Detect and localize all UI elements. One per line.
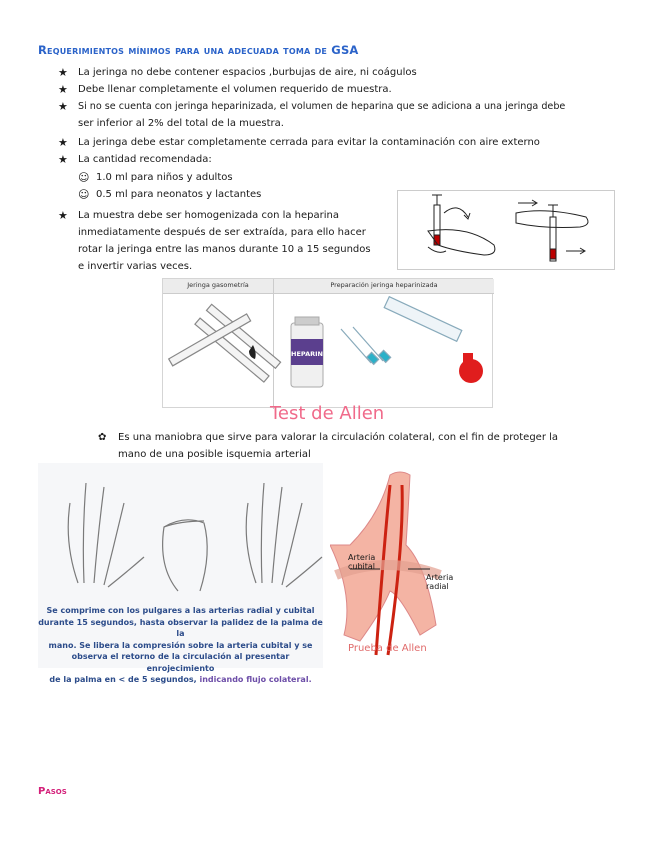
hands-illustration	[38, 463, 323, 603]
syringes-illustration	[163, 293, 494, 409]
table-header-col2: Preparación jeringa heparinizada	[330, 281, 438, 289]
section-title: Requerimientos mínimos para una adecuada toma de GSA	[38, 43, 359, 57]
bullet-text: La jeringa no debe contener espacios ,burbujas de aire, ni coágulos	[78, 67, 417, 78]
bullet-text: La jeringa debe estar completamente cerrada para evitar la contaminación con aire externo	[78, 137, 540, 148]
allen-test-title: Test de Allen	[270, 403, 385, 424]
smiley-icon: ☺	[78, 188, 90, 201]
hands-rotate-illustration	[398, 191, 614, 269]
allen-caption-line	[38, 674, 323, 686]
allen-description: mano de una posible isquemia arterial	[118, 449, 311, 460]
syringe-rotation-figure	[397, 190, 615, 270]
allen-caption-line: mano. Se libera la compresión sobre la arteria cubital y se	[48, 640, 313, 650]
pasos-heading: Pasos	[38, 786, 67, 797]
allen-caption-line: durante 15 segundos, hasta observar la palidez de la palma de la	[38, 617, 323, 638]
bullet-text: La cantidad recomendada:	[78, 154, 212, 165]
vial-label: HEPARIN	[291, 350, 323, 358]
bullet-text: Si no se cuenta con jeringa heparinizada, el volumen de heparina que se adiciona a una jeringa debe	[78, 101, 566, 112]
label-text: radial	[426, 582, 449, 591]
smiley-icon: ☺	[78, 171, 90, 184]
allen-caption-highlight: indicando flujo colateral.	[199, 675, 312, 684]
star-bullet-icon: ★	[58, 66, 68, 79]
allen-description: Es una maniobra que sirve para valorar la circulación colateral, con el fin de proteger la	[118, 432, 559, 443]
homogenize-text: rotar la jeringa entre las manos durante 10 a 15 segundos	[78, 244, 371, 255]
allen-hands-figure	[38, 463, 323, 684]
star-bullet-icon: ★	[58, 83, 68, 96]
flower-bullet-icon: ✿	[98, 432, 107, 443]
star-bullet-icon: ★	[58, 153, 68, 166]
allen-caption-text: de la palma en < de 5 segundos,	[49, 675, 197, 684]
allen-wrist-figure	[330, 465, 454, 665]
allen-caption-line: Se comprime con los pulgares a las arterias radial y cubital	[46, 606, 315, 615]
label-arteria-radial	[426, 573, 453, 591]
allen-figure-title: Prueba de Allen	[348, 643, 427, 654]
homogenize-text: e invertir varias veces.	[78, 261, 193, 272]
sub-item-text: 1.0 ml para niños y adultos	[96, 172, 233, 183]
star-bullet-icon: ★	[58, 136, 68, 149]
bullet-text: Debe llenar completamente el volumen requerido de muestra.	[78, 84, 392, 95]
label-text: Arteria	[426, 573, 454, 582]
label-text: Arteria	[348, 553, 376, 562]
homogenize-text: La muestra debe ser homogenizada con la heparina	[78, 210, 339, 221]
table-header-col1: Jeringa gasometría	[187, 281, 249, 289]
syringe-table-figure	[162, 278, 493, 408]
sub-item-text: 0.5 ml para neonatos y lactantes	[96, 189, 262, 200]
label-arteria-cubital	[348, 553, 375, 571]
bullet-text: ser inferior al 2% del total de la muestra.	[78, 118, 284, 129]
allen-caption-line: observa el retorno de la circulación al presentar enrojecimiento	[71, 652, 290, 673]
star-bullet-icon: ★	[58, 100, 68, 113]
label-text: cubital	[348, 562, 376, 571]
star-bullet-icon: ★	[58, 209, 68, 222]
homogenize-text: inmediatamente después de ser extraída, para ello hacer	[78, 227, 366, 238]
